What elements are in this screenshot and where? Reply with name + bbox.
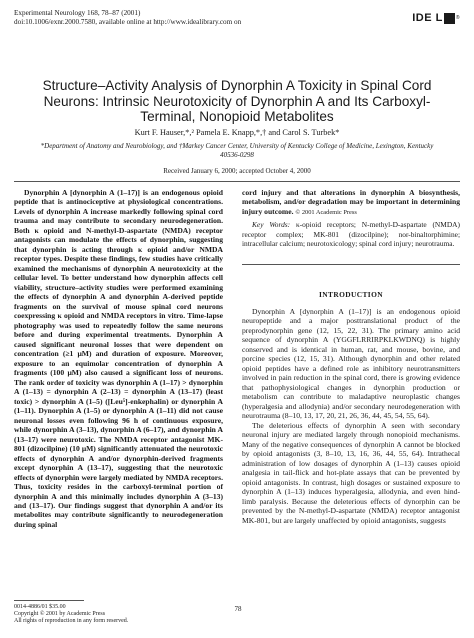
author-affiliation: *Department of Anatomy and Neurobiology, and †Markey Cancer Center, University of Kentucky College of Medicine, Lexington, Kentucky 40536-0298 — [40, 142, 434, 159]
doi-line: doi:10.1006/exnr.2000.7580, available online at http://www.idealibrary.com on — [14, 18, 242, 26]
ideal-logo-mark: ® — [455, 15, 460, 21]
rights-line: All rights of reproduction in any form reserved. — [14, 618, 129, 624]
section-heading-introduction: INTRODUCTION — [319, 290, 383, 299]
keywords-block — [242, 220, 460, 248]
page-number: 78 — [234, 605, 242, 613]
abstract-continuation — [242, 188, 460, 217]
copyright-line: Copyright © 2001 by Academic Press — [14, 611, 106, 617]
article-title: Structure–Activity Analysis of Dynorphin A Toxicity in Spinal Cord Neurons: Intrinsic Neurotoxicity of Dynorphin A and Its Carboxyl-Terminal, Nonopioid Metabolites — [42, 78, 432, 124]
keywords-text: κ-opioid receptors; N-methyl-D-aspartate (NMDA) receptor complex; MK-801 (dizocilpine); nor-binaltorphimine; intracellular calcium; neurotoxicology; spinal cord injury; neurotrauma. — [242, 220, 460, 248]
introduction-paragraph-2: The deleterious effects of dynorphin A seen with secondary neuronal injury are mediated largely through nonopioid mechanisms. Many of the negative consequences of dynorphin A cannot be blocked by opioid antagonists (3, 8–10, 13, 16, 36, 44, 55, 64). Intrathecal administration of low dosages of dynorphin A (1–13) causes opioid analgesia in tail-flick and hot-plate assays that can be prevented by opioid antagonists. In contrast, high dosages or sustained exposure to dynorphin A (1–13) induces hyperalgesia, allodynia, and even hind-limb paralysis. Because the deleterious effects of dynorphin can be prevented by the N-methyl-D-aspartate (NMDA) receptor antagonist MK-801, but are largely unaffected by opioid antagonists, suggests — [242, 420, 460, 525]
abstract-divider — [242, 264, 460, 265]
journal-citation: Experimental Neurology 168, 78–87 (2001) — [14, 9, 141, 17]
author-list: Kurt F. Hauser,*,² Pamela E. Knapp,*,† and Carol S. Turbek* — [134, 128, 340, 137]
introduction-body — [242, 307, 460, 525]
abstract-continuation-text: cord injury and that alterations in dynorphin A biosynthesis, metabolism, and/or degradation may be important in determining injury outcome. — [242, 188, 460, 216]
abstract-paragraph: Dynorphin A [dynorphin A (1–17)] is an endogenous opioid peptide that is antinociceptive at physiological concentrations. Levels of dynorphin A increase markedly following spinal cord trauma and may contribute to secondary neurodegeneration. Both κ opioid and N-methyl-D-aspartate (NMDA) receptor antagonists can modulate the effects of dynorphin, suggesting that dynorphin is acting through κ opioid and/or NMDA receptor types. Despite these findings, few studies have critically examined the mechanisms of dynorphin A neurotoxicity at the cellular level. To better understand how dynorphin affects cell viability, structure–activity studies were performed examining the effects of dynorphin A and dynorphin A-derived peptide fragments on the survival of mouse spinal cord neurons coexpressing κ opioid and NMDA receptors in vitro. Time-lapse photography was used to repeatedly follow the same neurons before and during experimental treatments. Dynorphin A caused significant neuronal losses that were dependent on concentration (≥1 μM) and duration of exposure. Moreover, exposure to an equimolar concentration of dynorphin A fragments (100 μM) also caused a significant loss of neurons. The rank order of toxicity was dynorphin A (1–17) > dynorphin A (1–13) = dynorphin A (2–13) = dynorphin A (13–17) (least toxic) > dynorphin A (1–5) ([Leu⁵]-enkephalin) or dynorphin A (1–11). Dynorphin A (1–5) or dynorphin A (1–11) did not cause neuronal losses even following 96 h of continuous exposure, while dynorphin A (3–13), dynorphin A (6–17), and dynorphin A (13–17) were neurotoxic. The NMDA receptor antagonist MK-801 (dizocilpine) (10 μM) significantly attenuated the neurotoxic effects of dynorphin A and/or dynorphin-derived fragments except dynorphin A (13–17), suggesting that the neurotoxic effects of dynorphin were largely mediated by NMDA receptors. Thus, toxicity resides in the carboxyl-terminal portion of dynorphin A and this minimally includes dynorphin A (3–13) and (13–17). Our findings suggest that dynorphin A and/or its metabolites may contribute significantly to neurodegeneration during spinal — [14, 188, 223, 529]
header-divider — [14, 181, 460, 182]
ideal-logo-icon — [444, 13, 455, 24]
copyright-footer — [14, 604, 214, 625]
abstract-column-left — [14, 188, 223, 529]
abstract-copyright: © 2001 Academic Press — [295, 208, 357, 216]
keywords-label: Key Words: — [252, 220, 291, 230]
ideal-logo-text: IDE L — [412, 12, 443, 24]
abstract-column-right — [242, 188, 460, 248]
issn-price: 0014-4886/01 $35.00 — [14, 604, 66, 610]
received-dates: Received January 6, 2000; accepted October 4, 2000 — [163, 167, 311, 175]
footer-divider — [14, 600, 84, 601]
running-header — [14, 9, 460, 27]
introduction-paragraph-1: Dynorphin A [dynorphin A (1–17)] is an endogenous opioid neuropeptide and a major posttranslational product of the preprodynorphin gene (12, 15, 22, 31). The primary amino acid sequence of dynorphin A (YGGFLRRIRPKLKWDNQ) is highly conserved and is identical in human, rat, and mouse, bovine, and porcine species (12, 15, 31). Although dynorphin and other related opioid peptides have a defined role as inhibitory neurotransmitters involved in pain reduction in the spinal cord, there is growing evidence that pathophysiological changes in dynorphin production or metabolism can contribute to maladaptive neuroplastic changes (hyperalgesia and allodynia) and/or secondary neurodegeneration with neurotrauma (8–10, 13, 17, 20, 21, 26, 36, 44, 45, 54, 55, 64). — [242, 307, 460, 421]
ideal-logo — [412, 13, 460, 24]
